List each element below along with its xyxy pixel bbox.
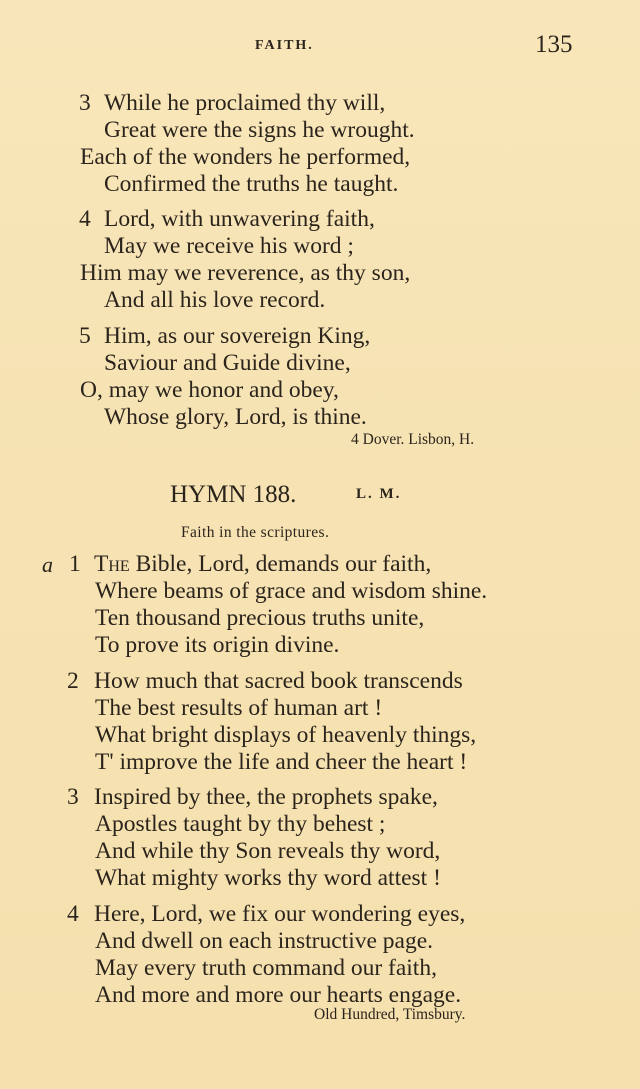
verse-line: Each of the wonders he performed,: [80, 144, 411, 170]
verse-number: 2: [67, 668, 79, 694]
verse-line: The best results of human art !: [95, 695, 383, 721]
verse-line: What mighty works thy word attest !: [95, 865, 441, 891]
dynamic-mark: a: [42, 552, 53, 577]
verse-number: 4: [67, 901, 79, 927]
hymn-subject: Faith in the scriptures.: [181, 524, 330, 541]
verse-line: May every truth command our faith,: [95, 955, 437, 981]
verse-number: 3: [67, 784, 79, 810]
verse-line: Saviour and Guide divine,: [104, 350, 351, 376]
verse-line: And dwell on each instructive page.: [95, 928, 434, 954]
tune-names: Old Hundred, Timsbury.: [314, 1006, 466, 1023]
verse-number: 1: [69, 551, 81, 577]
verse-line: While he proclaimed thy will,: [104, 90, 386, 116]
verse-line: And more and more our hearts engage.: [95, 982, 462, 1008]
verse-line: Him, as our sovereign King,: [104, 323, 371, 349]
verse-number: 5: [79, 323, 91, 349]
verse-line: Whose glory, Lord, is thine.: [104, 404, 367, 430]
verse-line: And all his love record.: [104, 287, 326, 313]
verse-line: [94, 551, 431, 577]
verse-line: Lord, with unwavering faith,: [104, 206, 375, 232]
verse-line: O, may we honor and obey,: [80, 377, 339, 403]
verse-line: Confirmed the truths he taught.: [104, 171, 399, 197]
verse-line: Great were the signs he wrought.: [104, 117, 415, 143]
verse-line: Where beams of grace and wisdom shine.: [95, 578, 488, 604]
running-head: FAITH.: [255, 38, 314, 53]
verse-line: Inspired by thee, the prophets spake,: [94, 784, 438, 810]
verse-line: Here, Lord, we fix our wondering eyes,: [94, 901, 466, 927]
verse-first-word: The: [94, 551, 130, 577]
verse-line: Ten thousand precious truths unite,: [95, 605, 425, 631]
verse-line: And while thy Son reveals thy word,: [95, 838, 441, 864]
verse-line-rest: Bible, Lord, demands our faith,: [129, 551, 432, 577]
verse-line: May we receive his word ;: [104, 233, 354, 259]
verse-number: 4: [79, 206, 91, 232]
verse-line: To prove its origin divine.: [95, 632, 340, 658]
tune-names: 4 Dover. Lisbon, H.: [351, 431, 475, 448]
verse-line: How much that sacred book transcends: [94, 668, 463, 694]
page-number: 135: [535, 31, 573, 58]
verse-line: What bright displays of heavenly things,: [95, 722, 477, 748]
verse-line: Him may we reverence, as thy son,: [80, 260, 411, 286]
verse-line: Apostles taught by thy behest ;: [95, 811, 386, 837]
hymn-title: HYMN 188.: [170, 481, 297, 508]
verse-number: 3: [79, 90, 91, 116]
hymn-meter: L. M.: [356, 486, 402, 502]
verse-line: T' improve the life and cheer the heart !: [95, 749, 468, 775]
